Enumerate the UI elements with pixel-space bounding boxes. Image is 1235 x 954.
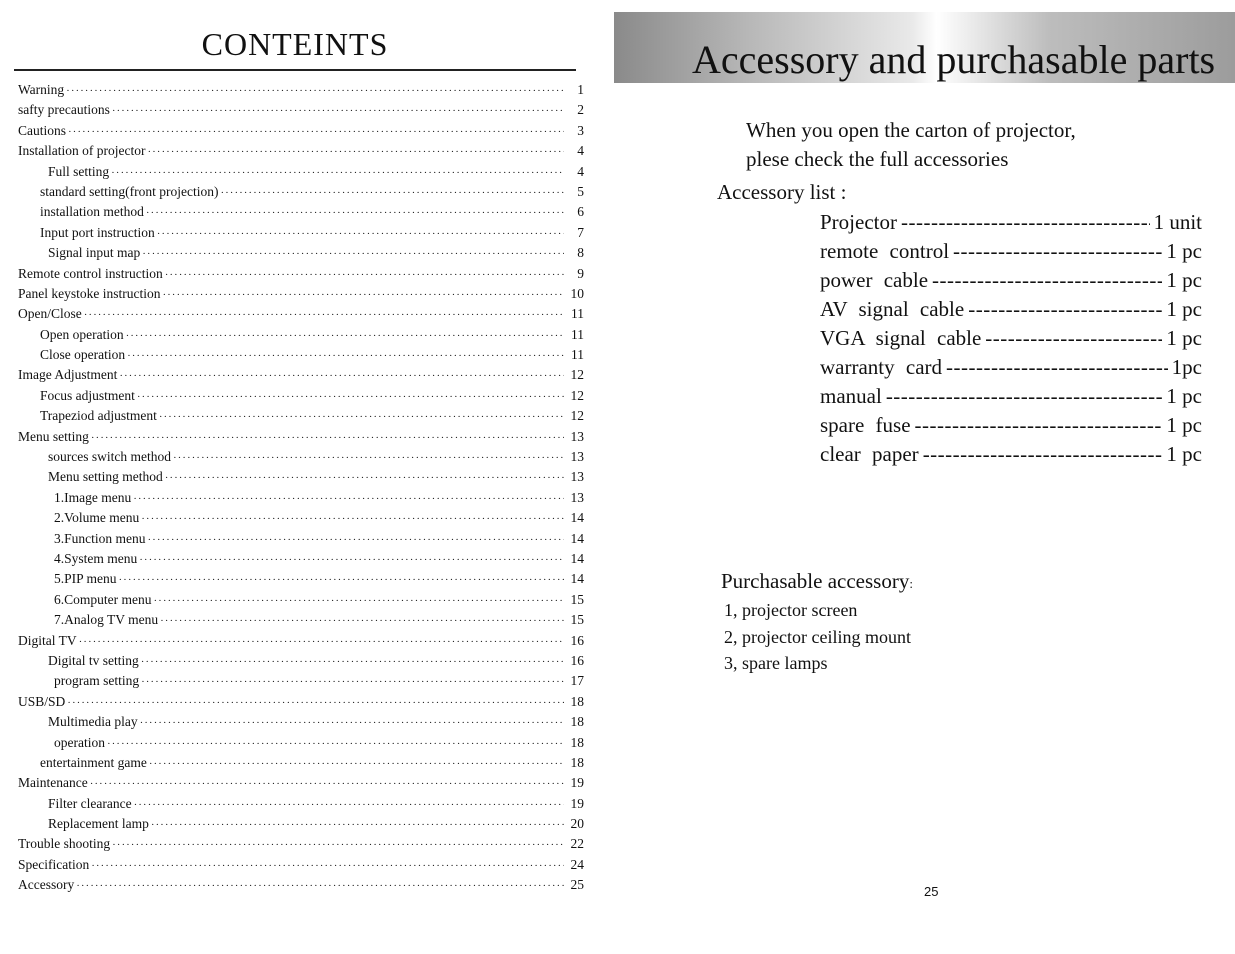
dot-leader: [111, 167, 564, 179]
dot-leader: [66, 85, 564, 97]
accessory-item-name: warranty card: [820, 355, 943, 379]
dot-leader: [90, 778, 564, 790]
contents-title: CONTEINTS: [201, 26, 389, 62]
toc-entry-label: Trouble shooting: [18, 836, 111, 852]
toc-entry-label: Open operation: [40, 326, 124, 342]
toc-entry-page: 25: [570, 877, 584, 893]
toc-entry: [18, 82, 584, 102]
accessory-item: [820, 326, 1202, 355]
dot-leader: [134, 799, 564, 811]
dot-leader: [162, 289, 564, 301]
toc-entry: [18, 225, 584, 245]
accessory-item-name: VGA signal cable: [820, 326, 982, 350]
toc-entry-label: USB/SD: [18, 693, 66, 709]
dot-leader: [146, 207, 564, 219]
toc-entry-label: Trapeziod adjustment: [40, 408, 157, 424]
dash-leader: [923, 442, 1163, 467]
toc-entry-page: 14: [570, 571, 584, 587]
page-number: 25: [924, 884, 939, 899]
toc-entry: [18, 735, 584, 755]
toc-entry-label: Input port instruction: [40, 224, 155, 240]
toc-entry-page: 17: [570, 673, 584, 689]
toc-entry-page: 9: [577, 265, 584, 281]
purchasable-list: [724, 600, 911, 680]
dash-leader: [946, 355, 1168, 380]
toc-entry: [18, 592, 584, 612]
toc-entry-page: 20: [570, 816, 584, 832]
dot-leader: [149, 758, 564, 770]
toc-entry-label: sources switch method: [48, 449, 171, 465]
toc-entry-label: 1.Image menu: [54, 489, 132, 505]
toc-entry: [18, 164, 584, 184]
dot-leader: [141, 676, 564, 688]
dot-leader: [154, 595, 565, 607]
toc-entry: [18, 286, 584, 306]
toc-entry-label: standard setting(front projection): [40, 183, 219, 199]
dot-leader: [76, 880, 564, 892]
toc-entry-label: installation method: [40, 204, 144, 220]
toc-entry: [18, 633, 584, 653]
accessory-list: [820, 210, 1202, 471]
accessory-item-quantity: 1 pc: [1166, 413, 1202, 437]
contents-page: [0, 0, 600, 954]
toc-entry: [18, 571, 584, 591]
dot-leader: [157, 228, 564, 240]
dot-leader: [67, 697, 564, 709]
dot-leader: [141, 656, 564, 668]
toc-entry-label: Focus adjustment: [40, 387, 135, 403]
toc-entry: [18, 367, 584, 387]
toc-entry: [18, 755, 584, 775]
accessory-page: [614, 0, 1235, 954]
toc-entry: [18, 469, 584, 489]
toc-entry-page: 1: [577, 82, 584, 97]
dash-leader: [915, 413, 1163, 438]
toc-entry-page: 3: [577, 122, 584, 138]
dot-leader: [151, 819, 564, 831]
toc-entry-page: 18: [570, 693, 584, 709]
dot-leader: [165, 269, 564, 281]
intro-line-1: When you open the carton of projector,: [746, 118, 1076, 142]
toc-entry-page: 11: [571, 326, 584, 342]
toc-entry-page: 12: [570, 387, 584, 403]
toc-entry-label: Menu setting: [18, 428, 89, 444]
dot-leader: [84, 309, 564, 321]
dot-leader: [141, 513, 564, 525]
accessory-list-heading: Accessory list :: [717, 180, 847, 204]
toc-entry-page: 22: [570, 836, 584, 852]
toc-entry: [18, 408, 584, 428]
accessory-item-quantity: 1 pc: [1166, 326, 1202, 350]
purchasable-heading-text: Purchasable accessory: [721, 569, 910, 593]
accessory-item-name: spare fuse: [820, 413, 911, 437]
contents-list: [18, 82, 584, 898]
dot-leader: [137, 391, 564, 403]
toc-entry-label: 3.Function menu: [54, 530, 146, 546]
toc-entry: [18, 388, 584, 408]
dot-leader: [127, 350, 564, 362]
toc-entry-label: Warning: [18, 82, 65, 97]
dot-leader: [160, 615, 564, 627]
dot-leader: [139, 554, 564, 566]
dot-leader: [79, 636, 564, 648]
toc-entry: [18, 694, 584, 714]
accessory-item-name: power cable: [820, 268, 929, 292]
toc-entry-label: 7.Analog TV menu: [54, 612, 159, 628]
accessory-item-quantity: 1 pc: [1166, 442, 1202, 466]
dash-leader: [932, 268, 1162, 293]
toc-entry: [18, 857, 584, 877]
toc-entry-label: Accessory: [18, 877, 75, 893]
purchasable-heading: [721, 569, 913, 594]
accessory-item: [820, 384, 1202, 413]
toc-entry-page: 11: [571, 306, 584, 322]
toc-entry-label: safty precautions: [18, 102, 110, 118]
toc-entry: [18, 877, 584, 897]
dot-leader: [148, 534, 565, 546]
toc-entry-page: 7: [577, 224, 584, 240]
toc-entry-page: 6: [577, 204, 584, 220]
accessory-item: [820, 239, 1202, 268]
toc-entry-label: Open/Close: [18, 306, 82, 322]
toc-entry-page: 2: [577, 102, 584, 118]
accessory-item-quantity: 1 pc: [1166, 384, 1202, 408]
dot-leader: [220, 187, 564, 199]
toc-entry-page: 13: [570, 449, 584, 465]
dash-leader: [968, 297, 1162, 322]
dot-leader: [91, 860, 564, 872]
toc-entry-page: 24: [570, 856, 584, 872]
toc-entry-page: 13: [570, 428, 584, 444]
dash-leader: [901, 210, 1150, 235]
toc-entry: [18, 266, 584, 286]
accessory-item-name: Projector: [820, 210, 897, 234]
toc-entry: [18, 673, 584, 693]
accessory-item-name: clear paper: [820, 442, 919, 466]
dash-leader: [985, 326, 1162, 351]
dash-leader: [953, 239, 1162, 264]
purchasable-item: 3, spare lamps: [724, 653, 828, 673]
toc-entry: [18, 347, 584, 367]
toc-entry: [18, 490, 584, 510]
accessory-item-quantity: 1 unit: [1153, 210, 1202, 234]
purchasable-heading-colon: :: [909, 576, 913, 591]
toc-entry-page: 16: [570, 652, 584, 668]
dot-leader: [112, 105, 564, 117]
title-divider: [14, 69, 576, 71]
accessory-item-name: remote control: [820, 239, 950, 263]
toc-entry-page: 15: [570, 612, 584, 628]
toc-entry: [18, 714, 584, 734]
toc-entry: [18, 836, 584, 856]
toc-entry-page: 14: [570, 550, 584, 566]
dot-leader: [91, 432, 564, 444]
toc-entry-label: entertainment game: [40, 754, 147, 770]
toc-entry-label: Maintenance: [18, 775, 88, 791]
toc-entry-label: Specification: [18, 856, 90, 872]
toc-entry-page: 18: [570, 754, 584, 770]
toc-entry: [18, 123, 584, 143]
dot-leader: [119, 574, 564, 586]
accessory-item: [820, 413, 1202, 442]
dot-leader: [133, 493, 564, 505]
toc-entry: [18, 531, 584, 551]
toc-entry: [18, 245, 584, 265]
accessory-item-name: AV signal cable: [820, 297, 965, 321]
toc-entry-page: 19: [570, 795, 584, 811]
toc-entry-page: 10: [570, 285, 584, 301]
toc-entry-page: 13: [570, 469, 584, 485]
dot-leader: [68, 126, 564, 138]
toc-entry: [18, 184, 584, 204]
toc-entry-label: operation: [54, 734, 105, 750]
toc-entry-page: 12: [570, 408, 584, 424]
toc-entry: [18, 816, 584, 836]
accessory-item-quantity: 1 pc: [1166, 239, 1202, 263]
accessory-item: [820, 210, 1202, 239]
toc-entry-page: 11: [571, 347, 584, 363]
toc-entry: [18, 327, 584, 347]
accessory-item-quantity: 1 pc: [1166, 297, 1202, 321]
dot-leader: [165, 472, 564, 484]
toc-entry-label: Signal input map: [48, 245, 141, 261]
accessory-item: [820, 355, 1202, 384]
accessory-item-name: manual: [820, 384, 882, 408]
dash-leader: [886, 384, 1163, 409]
accessory-item-quantity: 1 pc: [1166, 268, 1202, 292]
dot-leader: [119, 370, 564, 382]
toc-entry-label: 2.Volume menu: [54, 510, 140, 526]
toc-entry: [18, 449, 584, 469]
toc-entry-label: Cautions: [18, 122, 67, 138]
toc-entry: [18, 306, 584, 326]
toc-entry-label: program setting: [54, 673, 140, 689]
dot-leader: [126, 330, 564, 342]
dot-leader: [107, 738, 564, 750]
toc-entry-label: Full setting: [48, 163, 110, 179]
toc-entry-label: Image Adjustment: [18, 367, 118, 383]
purchasable-item: 2, projector ceiling mount: [724, 626, 911, 647]
toc-entry-page: 18: [570, 714, 584, 730]
toc-entry-page: 4: [577, 163, 584, 179]
toc-entry-label: Installation of projector: [18, 143, 146, 159]
dot-leader: [140, 717, 564, 729]
toc-entry-label: Filter clearance: [48, 795, 132, 811]
toc-entry-page: 14: [570, 530, 584, 546]
toc-entry-label: Digital TV: [18, 632, 77, 648]
dot-leader: [173, 452, 564, 464]
toc-entry-page: 5: [577, 183, 584, 199]
intro-line-2: plese check the full accessories: [746, 147, 1009, 171]
toc-entry-label: Replacement lamp: [48, 816, 149, 832]
toc-entry-page: 8: [577, 245, 584, 261]
toc-entry-label: Remote control instruction: [18, 265, 163, 281]
dot-leader: [147, 146, 564, 158]
purchasable-item: 1, projector screen: [724, 600, 858, 620]
toc-entry-label: Multimedia play: [48, 714, 138, 730]
toc-entry: [18, 143, 584, 163]
toc-entry-page: 12: [570, 367, 584, 383]
toc-entry: [18, 510, 584, 530]
toc-entry-label: Close operation: [40, 347, 126, 363]
accessory-item-quantity: 1pc: [1171, 355, 1202, 379]
accessory-item: [820, 268, 1202, 297]
toc-entry: [18, 551, 584, 571]
toc-entry: [18, 204, 584, 224]
toc-entry-page: 18: [570, 734, 584, 750]
intro-text: [746, 116, 1076, 174]
toc-entry-page: 19: [570, 775, 584, 791]
toc-entry: [18, 775, 584, 795]
toc-entry: [18, 796, 584, 816]
toc-entry-page: 13: [570, 489, 584, 505]
dot-leader: [142, 248, 564, 260]
toc-entry-page: 16: [570, 632, 584, 648]
toc-entry: [18, 612, 584, 632]
toc-entry-label: 5.PIP menu: [54, 571, 117, 587]
dot-leader: [159, 411, 564, 423]
toc-entry: [18, 653, 584, 673]
toc-entry: [18, 429, 584, 449]
toc-entry-page: 15: [570, 591, 584, 607]
toc-entry-page: 4: [577, 143, 584, 159]
toc-entry-label: 4.System menu: [54, 550, 138, 566]
toc-entry-label: Digital tv setting: [48, 652, 139, 668]
toc-entry-label: Menu setting method: [48, 469, 163, 485]
page-title: Accessory and purchasable parts: [692, 37, 1216, 82]
accessory-item: [820, 442, 1202, 471]
toc-entry-label: 6.Computer menu: [54, 591, 152, 607]
toc-entry-label: Panel keystoke instruction: [18, 285, 161, 301]
dot-leader: [112, 839, 564, 851]
toc-entry: [18, 102, 584, 122]
accessory-item: [820, 297, 1202, 326]
toc-entry-page: 14: [570, 510, 584, 526]
